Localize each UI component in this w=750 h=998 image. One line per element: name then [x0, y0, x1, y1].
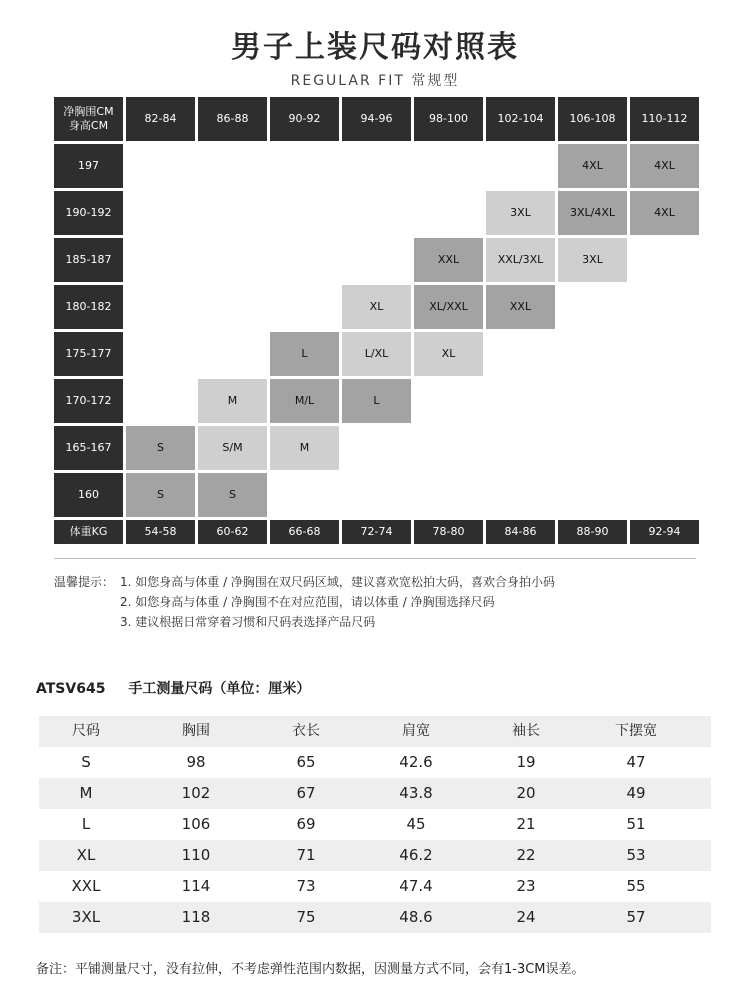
- chest-column-header: 102-104: [486, 97, 555, 141]
- weight-column-value: 88-90: [558, 520, 627, 544]
- table-cell: L: [81, 815, 91, 833]
- size-cell: XL: [342, 285, 411, 329]
- column-header: 肩宽: [402, 723, 430, 739]
- weight-row-label: 体重KG: [54, 520, 123, 544]
- height-row-header: 165-167: [54, 426, 123, 470]
- size-cell: M: [198, 379, 267, 423]
- weight-column-value: 78-80: [414, 520, 483, 544]
- table-cell: 20: [516, 784, 536, 802]
- table-cell: 73: [296, 877, 316, 895]
- size-cell: XL: [414, 332, 483, 376]
- chest-column-header: 110-112: [630, 97, 699, 141]
- column-header: 尺码: [72, 723, 100, 739]
- measurement-header-row: [39, 716, 711, 747]
- height-row-header: 170-172: [54, 379, 123, 423]
- size-cell: 3XL: [486, 191, 555, 235]
- size-cell: 4XL: [558, 144, 627, 188]
- footnote: 备注：平铺测量尺寸，没有拉伸，不考虑弹性范围内数据，因测量方式不同，会有1-3CM误差。: [36, 962, 585, 977]
- column-header: 胸围: [182, 723, 210, 739]
- size-cell: 3XL/4XL: [558, 191, 627, 235]
- size-cell: XXL: [414, 238, 483, 282]
- table-cell: 106: [181, 815, 211, 833]
- size-cell: M: [270, 426, 339, 470]
- tip-line-3: 3. 建议根据日常穿着习惯和尺码表选择产品尺码: [120, 615, 376, 629]
- table-row: [39, 902, 711, 933]
- size-cell: S: [126, 473, 195, 517]
- table-cell: 65: [296, 753, 316, 771]
- divider: [54, 558, 696, 559]
- chest-column-header: 98-100: [414, 97, 483, 141]
- table-cell: 49: [626, 784, 646, 802]
- size-cell: 4XL: [630, 191, 699, 235]
- product-code: ATSV645: [36, 681, 106, 697]
- size-cell: 3XL: [558, 238, 627, 282]
- table-cell: 48.6: [399, 908, 433, 926]
- tip-line-2: 2. 如您身高与体重 / 净胸围不在对应范围，请以体重 / 净胸围选择尺码: [120, 595, 495, 609]
- table-cell: 75: [296, 908, 316, 926]
- tip-line-1: 1. 如您身高与体重 / 净胸围在双尺码区域，建议喜欢宽松拍大码，喜欢合身拍小码: [120, 575, 555, 589]
- table-cell: 21: [516, 815, 536, 833]
- weight-column-value: 66-68: [270, 520, 339, 544]
- table-cell: 71: [296, 846, 316, 864]
- table-cell: S: [81, 753, 91, 771]
- column-header: 下摆宽: [615, 723, 657, 739]
- chest-column-header: 106-108: [558, 97, 627, 141]
- chest-column-header: 90-92: [270, 97, 339, 141]
- table-cell: 55: [626, 877, 646, 895]
- table-cell: 57: [626, 908, 646, 926]
- table-cell: 45: [406, 815, 426, 833]
- weight-column-value: 84-86: [486, 520, 555, 544]
- weight-column-value: 92-94: [630, 520, 699, 544]
- table-cell: 47.4: [399, 877, 433, 895]
- table-cell: 110: [181, 846, 211, 864]
- table-cell: 98: [186, 753, 206, 771]
- weight-column-value: 72-74: [342, 520, 411, 544]
- height-row-header: 180-182: [54, 285, 123, 329]
- size-cell: S: [126, 426, 195, 470]
- column-header: 袖长: [512, 723, 540, 739]
- column-header: 衣长: [292, 723, 320, 739]
- table-cell: M: [79, 784, 93, 802]
- size-cell: XXL: [486, 285, 555, 329]
- table-row: [39, 778, 711, 809]
- size-cell: L: [342, 379, 411, 423]
- table-cell: 42.6: [399, 753, 433, 771]
- corner-height-label: 身高CM: [68, 119, 109, 132]
- height-row-header: 190-192: [54, 191, 123, 235]
- table-row: [39, 809, 711, 840]
- fit-subtitle: REGULAR FIT 常规型: [290, 73, 460, 89]
- height-row-header: 175-177: [54, 332, 123, 376]
- chest-column-header: 82-84: [126, 97, 195, 141]
- height-row-header: 197: [54, 144, 123, 188]
- table-cell: XXL: [71, 877, 101, 895]
- table-cell: 102: [181, 784, 211, 802]
- table-cell: 69: [296, 815, 316, 833]
- table-cell: 46.2: [399, 846, 433, 864]
- size-cell: XL/XXL: [414, 285, 483, 329]
- table-cell: 53: [626, 846, 646, 864]
- corner-chest-label: 净胸围CM: [63, 105, 114, 118]
- table-cell: 114: [181, 877, 211, 895]
- table-cell: 67: [296, 784, 316, 802]
- chart-corner-header: [54, 97, 123, 141]
- table-row: [39, 747, 711, 778]
- table-cell: XL: [76, 846, 96, 864]
- tips-label: 温馨提示：: [54, 575, 115, 589]
- size-cell: 4XL: [630, 144, 699, 188]
- size-cell: L/XL: [342, 332, 411, 376]
- table-cell: 3XL: [71, 908, 101, 926]
- table-cell: 22: [516, 846, 536, 864]
- height-row-header: 160: [54, 473, 123, 517]
- table-row: [39, 871, 711, 902]
- table-cell: 23: [516, 877, 536, 895]
- table-cell: 19: [516, 753, 536, 771]
- measurement-title: [36, 678, 328, 698]
- table-cell: 43.8: [399, 784, 433, 802]
- table-cell: 51: [626, 815, 646, 833]
- page-title: 男子上装尺码对照表: [231, 30, 519, 65]
- weight-column-value: 60-62: [198, 520, 267, 544]
- size-cell: L: [270, 332, 339, 376]
- table-cell: 47: [626, 753, 646, 771]
- table-row: [39, 840, 711, 871]
- chest-column-header: 94-96: [342, 97, 411, 141]
- measurement-heading: 手工测量尺码（单位：厘米）: [128, 681, 311, 697]
- chest-column-header: 86-88: [198, 97, 267, 141]
- table-cell: 118: [181, 908, 211, 926]
- size-cell: M/L: [270, 379, 339, 423]
- size-cell: XXL/3XL: [486, 238, 555, 282]
- size-cell: S/M: [198, 426, 267, 470]
- weight-column-value: 54-58: [126, 520, 195, 544]
- table-cell: 24: [516, 908, 536, 926]
- height-row-header: 185-187: [54, 238, 123, 282]
- size-cell: S: [198, 473, 267, 517]
